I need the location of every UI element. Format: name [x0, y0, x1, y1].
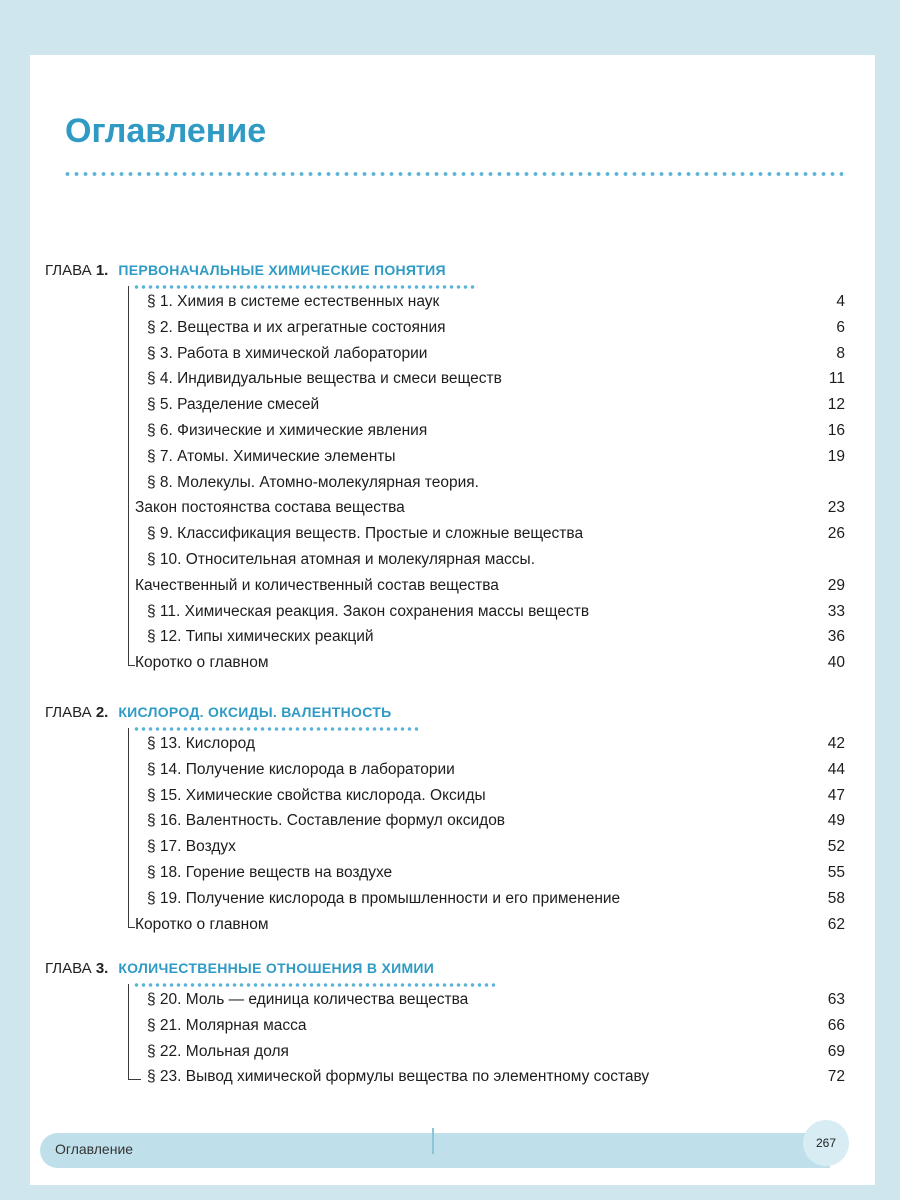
toc-entry-page: 40: [805, 651, 845, 675]
toc-entry-page: 42: [805, 732, 845, 756]
chapter-heading: [45, 704, 392, 726]
toc-entry-page: 19: [805, 445, 845, 469]
toc-entry-title: § 2. Вещества и их агрегатные состояния: [147, 319, 450, 336]
footer-bar: [40, 1133, 830, 1168]
title-dotted-rule: [63, 170, 843, 178]
toc-entry-page: 72: [805, 1065, 845, 1089]
toc-entry-title: Качественный и количественный состав вещества: [135, 577, 503, 594]
toc-entry-title: § 10. Относительная атомная и молекулярная массы.: [147, 551, 539, 568]
toc-entry[interactable]: [147, 471, 845, 495]
toc-entry-page: 23: [805, 496, 845, 520]
toc-entry-page: 55: [805, 861, 845, 885]
chapter-bracket: [128, 728, 141, 928]
page-number-badge: 267: [803, 1120, 849, 1166]
toc-entry[interactable]: [147, 809, 845, 833]
toc-entry[interactable]: [147, 732, 845, 756]
toc-entry-title: § 5. Разделение смесей: [147, 396, 323, 413]
toc-entry[interactable]: [135, 913, 845, 937]
toc-entry-page: 26: [805, 522, 845, 546]
toc-entry[interactable]: [147, 1014, 845, 1038]
toc-entry[interactable]: [147, 784, 845, 808]
toc-entry[interactable]: [147, 861, 845, 885]
toc-entry-title: § 22. Мольная доля: [147, 1043, 293, 1060]
toc-entry-page: 47: [805, 784, 845, 808]
toc-entry[interactable]: [135, 574, 845, 598]
toc-entry[interactable]: [147, 625, 845, 649]
toc-entry[interactable]: [147, 393, 845, 417]
toc-entry-title: § 12. Типы химических реакций: [147, 628, 378, 645]
toc-entry[interactable]: [147, 290, 845, 314]
toc-entry-title: § 9. Классификация веществ. Простые и сложные вещества: [147, 525, 587, 542]
toc-entry-page: 33: [805, 600, 845, 624]
toc-entry[interactable]: [147, 419, 845, 443]
toc-entry-title: § 14. Получение кислорода в лаборатории: [147, 761, 459, 778]
toc-entry-title: § 3. Работа в химической лаборатории: [147, 345, 431, 362]
toc-entry-page: 29: [805, 574, 845, 598]
toc-entry-title: § 17. Воздух: [147, 838, 240, 855]
toc-entry[interactable]: [147, 1040, 845, 1064]
toc-entry-page: 49: [805, 809, 845, 833]
toc-entry-page: 11: [805, 367, 845, 391]
toc-entry-title: § 6. Физические и химические явления: [147, 422, 431, 439]
toc-entry-title: § 18. Горение веществ на воздухе: [147, 864, 396, 881]
chapter-number: 2.: [95, 704, 109, 721]
toc-entry-title: Закон постоянства состава вещества: [135, 499, 409, 516]
chapter-label: ГЛАВА: [45, 704, 92, 721]
toc-entry-page: 52: [805, 835, 845, 859]
toc-entry-page: 16: [805, 419, 845, 443]
chapter-bracket: [128, 286, 141, 666]
toc-entry[interactable]: [135, 651, 845, 675]
toc-entry-title: Коротко о главном: [135, 916, 273, 933]
chapter-bracket: [128, 984, 141, 1080]
toc-entry-page: 6: [805, 316, 845, 340]
toc-entry[interactable]: [147, 445, 845, 469]
toc-entry-page: 58: [805, 887, 845, 911]
toc-entry[interactable]: [147, 316, 845, 340]
toc-entry-title: § 23. Вывод химической формулы вещества по элементному составу: [147, 1068, 653, 1085]
toc-entry-title: § 21. Молярная масса: [147, 1017, 310, 1034]
toc-entry[interactable]: [147, 342, 845, 366]
toc-entry[interactable]: [147, 522, 845, 546]
toc-entry-page: 44: [805, 758, 845, 782]
toc-entry[interactable]: [147, 835, 845, 859]
chapter-title: ПЕРВОНАЧАЛЬНЫЕ ХИМИЧЕСКИЕ ПОНЯТИЯ: [118, 262, 446, 278]
toc-entry-page: 62: [805, 913, 845, 937]
toc-entry-title: § 16. Валентность. Составление формул оксидов: [147, 812, 509, 829]
toc-entry-title: Коротко о главном: [135, 654, 273, 671]
chapter-number: 1.: [95, 262, 109, 279]
toc-entry-title: § 8. Молекулы. Атомно-молекулярная теория.: [147, 474, 483, 491]
toc-entry[interactable]: [147, 887, 845, 911]
chapter-label: ГЛАВА: [45, 262, 92, 279]
chapter-heading: [45, 262, 446, 284]
toc-entry[interactable]: [147, 1065, 845, 1089]
toc-entry[interactable]: [147, 548, 845, 572]
toc-entry-title: § 20. Моль — единица количества вещества: [147, 991, 472, 1008]
toc-entry[interactable]: [147, 367, 845, 391]
toc-entry[interactable]: [147, 988, 845, 1012]
toc-entry-title: § 4. Индивидуальные вещества и смеси веществ: [147, 370, 506, 387]
toc-entry[interactable]: [135, 496, 845, 520]
chapter-title: КИСЛОРОД. ОКСИДЫ. ВАЛЕНТНОСТЬ: [118, 704, 392, 720]
page-title: Оглавление: [65, 112, 267, 150]
toc-entry-page: 36: [805, 625, 845, 649]
footer-divider: [432, 1128, 434, 1154]
toc-entry-page: 8: [805, 342, 845, 366]
toc-entry-title: § 15. Химические свойства кислорода. Оксиды: [147, 787, 490, 804]
toc-entry[interactable]: [147, 600, 845, 624]
toc-entry-title: § 11. Химическая реакция. Закон сохранения массы веществ: [147, 603, 593, 620]
toc-entry-page: 63: [805, 988, 845, 1012]
toc-entry-page: 12: [805, 393, 845, 417]
chapter-heading: [45, 960, 434, 982]
toc-entry-title: § 1. Химия в системе естественных наук: [147, 293, 443, 310]
chapter-label: ГЛАВА: [45, 960, 92, 977]
toc-entry-page: 66: [805, 1014, 845, 1038]
toc-entry-title: § 19. Получение кислорода в промышленности и его применение: [147, 890, 624, 907]
toc-entry-title: § 7. Атомы. Химические элементы: [147, 448, 400, 465]
chapter-title: КОЛИЧЕСТВЕННЫЕ ОТНОШЕНИЯ В ХИМИИ: [118, 960, 435, 976]
toc-entry[interactable]: [147, 758, 845, 782]
chapter-number: 3.: [95, 960, 109, 977]
footer-label: Оглавление: [55, 1141, 134, 1157]
toc-entry-page: 69: [805, 1040, 845, 1064]
toc-entry-page: 4: [805, 290, 845, 314]
toc-entry-title: § 13. Кислород: [147, 735, 259, 752]
